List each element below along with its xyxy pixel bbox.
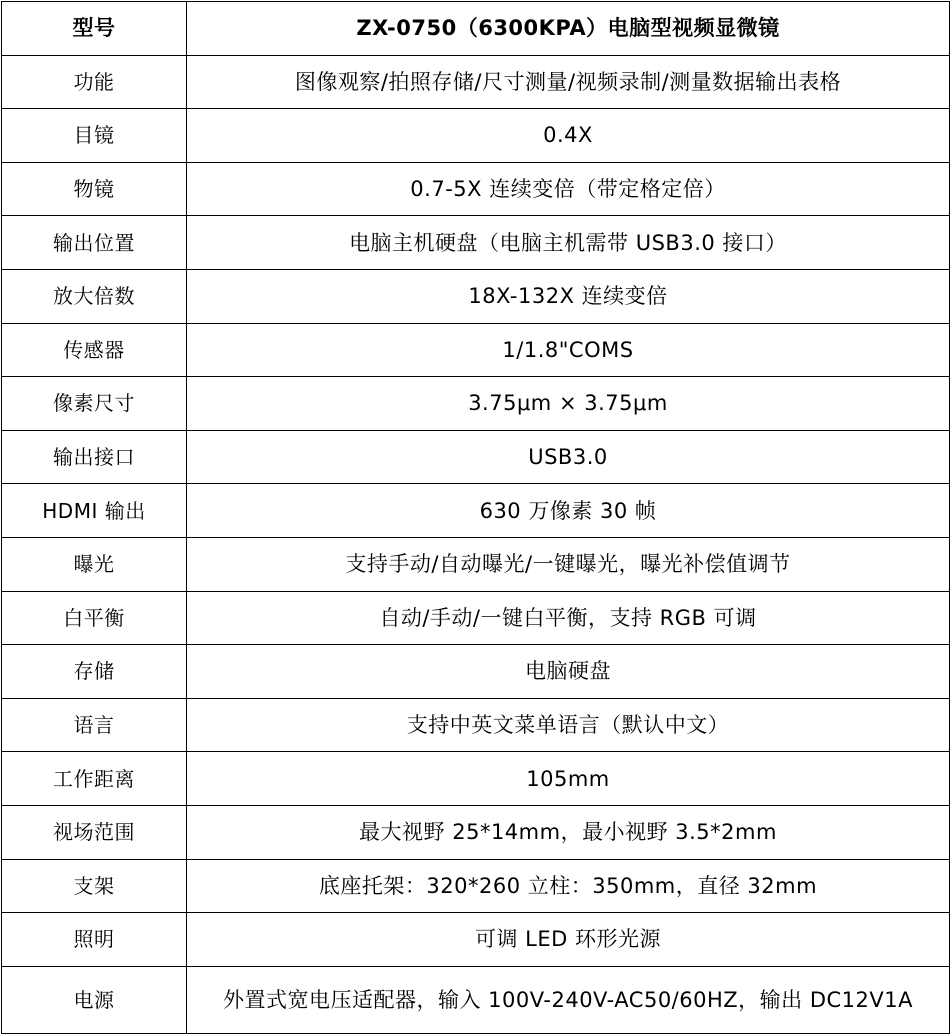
model-name: ZX-0750（6300KPA）电脑型视频显微镜 — [187, 2, 950, 56]
spec-key: 电源 — [2, 966, 187, 1033]
table-row — [2, 430, 950, 484]
table-row — [2, 162, 950, 216]
table-row — [2, 484, 950, 538]
spec-value: 630 万像素 30 帧 — [187, 484, 950, 538]
spec-key: 物镜 — [2, 162, 187, 216]
spec-key: 白平衡 — [2, 591, 187, 645]
table-row — [2, 269, 950, 323]
spec-value: 电脑硬盘 — [187, 645, 950, 699]
table-row — [2, 859, 950, 913]
spec-key: 工作距离 — [2, 752, 187, 806]
table-row — [2, 377, 950, 431]
spec-key: 目镜 — [2, 109, 187, 163]
spec-table — [1, 1, 950, 1034]
table-row — [2, 805, 950, 859]
table-row — [2, 109, 950, 163]
spec-key: 输出位置 — [2, 216, 187, 270]
spec-value: 图像观察/拍照存储/尺寸测量/视频录制/测量数据输出表格 — [187, 55, 950, 109]
spec-value: 自动/手动/一键白平衡，支持 RGB 可调 — [187, 591, 950, 645]
spec-value: 1/1.8"COMS — [187, 323, 950, 377]
spec-value: 电脑主机硬盘（电脑主机需带 USB3.0 接口） — [187, 216, 950, 270]
spec-value: 支持手动/自动曝光/一键曝光，曝光补偿值调节 — [187, 537, 950, 591]
table-row — [2, 966, 950, 1033]
table-row — [2, 55, 950, 109]
spec-value: 支持中英文菜单语言（默认中文） — [187, 698, 950, 752]
spec-key: 传感器 — [2, 323, 187, 377]
table-header-row — [2, 2, 950, 56]
spec-value: 18X-132X 连续变倍 — [187, 269, 950, 323]
spec-key: HDMI 输出 — [2, 484, 187, 538]
header-label: 型号 — [2, 2, 187, 56]
table-row — [2, 323, 950, 377]
table-row — [2, 537, 950, 591]
spec-key: 放大倍数 — [2, 269, 187, 323]
spec-value: 底座托架：320*260 立柱：350mm，直径 32mm — [187, 859, 950, 913]
spec-value: 0.7-5X 连续变倍（带定格定倍） — [187, 162, 950, 216]
spec-key: 支架 — [2, 859, 187, 913]
table-row — [2, 591, 950, 645]
spec-value: 3.75μm × 3.75μm — [187, 377, 950, 431]
spec-value: 0.4X — [187, 109, 950, 163]
spec-key: 曝光 — [2, 537, 187, 591]
spec-value: 最大视野 25*14mm，最小视野 3.5*2mm — [187, 805, 950, 859]
spec-key: 视场范围 — [2, 805, 187, 859]
spec-key: 功能 — [2, 55, 187, 109]
spec-key: 照明 — [2, 913, 187, 967]
table-row — [2, 698, 950, 752]
table-row — [2, 645, 950, 699]
spec-value: 105mm — [187, 752, 950, 806]
table-row — [2, 752, 950, 806]
spec-key: 像素尺寸 — [2, 377, 187, 431]
table-row — [2, 913, 950, 967]
spec-key: 输出接口 — [2, 430, 187, 484]
spec-value: 可调 LED 环形光源 — [187, 913, 950, 967]
spec-value: 外置式宽电压适配器，输入 100V-240V-AC50/60HZ，输出 DC12V1A — [187, 966, 950, 1033]
spec-key: 存储 — [2, 645, 187, 699]
spec-key: 语言 — [2, 698, 187, 752]
table-row — [2, 216, 950, 270]
spec-value: USB3.0 — [187, 430, 950, 484]
